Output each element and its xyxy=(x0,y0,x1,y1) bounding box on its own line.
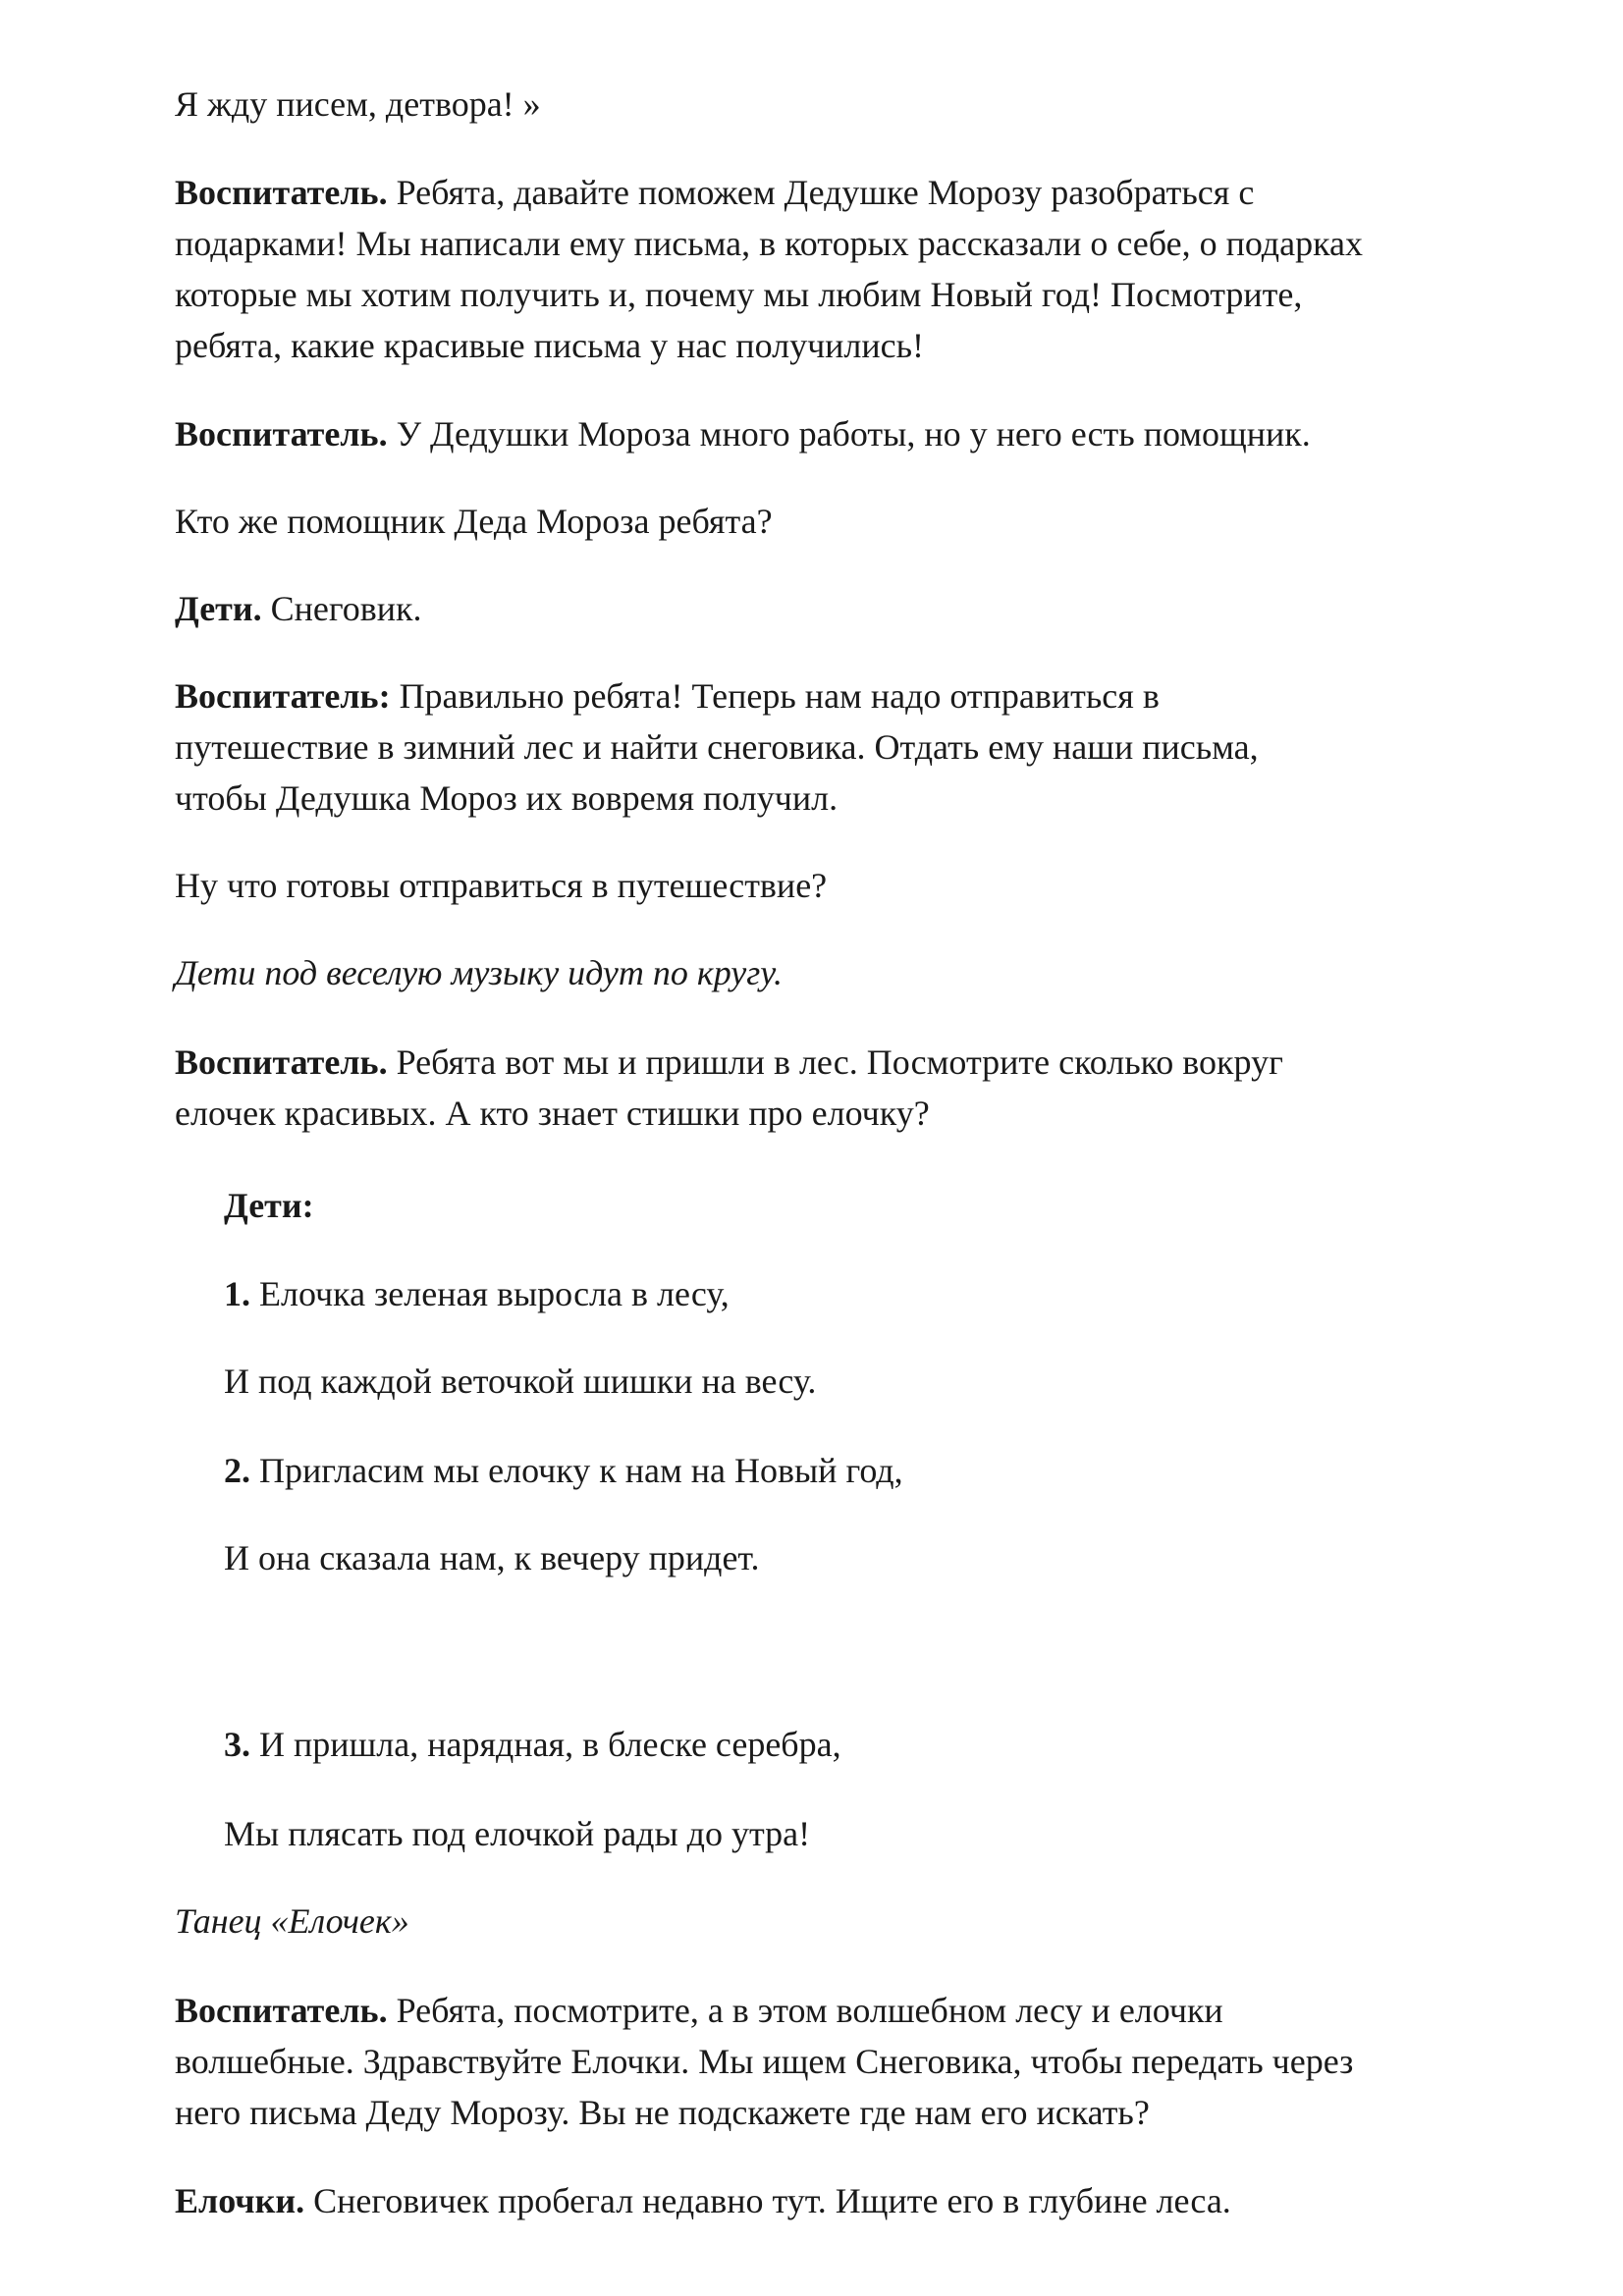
text: Танец «Елочек» xyxy=(175,1901,409,1941)
text: Дети: xyxy=(224,1186,314,1225)
text: Ребята, посмотрите, а в этом волшебном лесу и елочки xyxy=(396,1991,1223,2030)
speaker-label: Воспитатель. xyxy=(175,1042,388,1082)
text: Ребята, давайте поможем Дедушке Морозу разобраться с xyxy=(396,173,1255,212)
poem-line-1a xyxy=(224,1268,1598,1319)
paragraph-educator-1 xyxy=(175,167,1549,371)
text: елочек красивых. А кто знает стишки про елочку? xyxy=(175,1094,930,1133)
text: Пригласим мы елочку к нам на Новый год, xyxy=(259,1451,903,1490)
text: Елочка зеленая выросла в лесу, xyxy=(259,1274,730,1313)
text: путешествие в зимний лес и найти снеговика. Отдать ему наши письма, xyxy=(175,727,1259,767)
text: которые мы хотим получить и, почему мы любим Новый год! Посмотрите, xyxy=(175,275,1303,314)
text: Снеговик. xyxy=(261,589,422,628)
stage-direction xyxy=(175,947,1549,998)
paragraph-question xyxy=(175,496,1549,547)
poem-line-2a xyxy=(224,1445,1598,1496)
text: ребята, какие красивые письма у нас получились! xyxy=(175,326,925,365)
text: И под каждой веточкой шишки на весу. xyxy=(224,1362,817,1401)
poem-number: 1. xyxy=(224,1274,250,1313)
speaker-label: Дети. xyxy=(175,589,262,628)
speaker-label: Воспитатель. xyxy=(175,173,388,212)
text: Я жду писем, детвора! » xyxy=(175,84,541,124)
poem-number: 3. xyxy=(224,1725,250,1764)
poem-line-3a xyxy=(224,1719,1598,1770)
text: Дети под веселую музыку идут по кругу. xyxy=(175,953,783,992)
speaker-label: Воспитатель: xyxy=(175,676,391,716)
text: Правильно ребята! Теперь нам надо отправиться в xyxy=(399,676,1160,716)
speaker-label: Елочки. xyxy=(175,2181,305,2220)
text: У Дедушки Мороза много работы, но у него есть помощник. xyxy=(396,414,1311,454)
line-intro-end xyxy=(175,79,1549,130)
poem-line-2b xyxy=(224,1532,1598,1583)
text: Мы плясать под елочкой рады до утра! xyxy=(224,1814,811,1853)
dance-direction xyxy=(175,1896,1549,1947)
paragraph-trees-answer xyxy=(175,2175,1549,2226)
speaker-label: Воспитатель. xyxy=(175,414,388,454)
poem-number: 2. xyxy=(224,1451,250,1490)
paragraph-educator-3 xyxy=(175,670,1549,824)
speaker-label: Воспитатель. xyxy=(175,1991,388,2030)
text: Кто же помощник Деда Мороза ребята? xyxy=(175,502,773,541)
poem-line-3b xyxy=(224,1808,1598,1859)
text: волшебные. Здравствуйте Елочки. Мы ищем Снеговика, чтобы передать через xyxy=(175,2042,1354,2081)
text: Снеговичек пробегал недавно тут. Ищите его в глубине леса. xyxy=(313,2181,1231,2220)
text: И она сказала нам, к вечеру придет. xyxy=(224,1538,760,1577)
paragraph-educator-5 xyxy=(175,1985,1549,2138)
paragraph-educator-2 xyxy=(175,408,1549,459)
text: Ну что готовы отправиться в путешествие? xyxy=(175,866,828,905)
text: чтобы Дедушка Мороз их вовремя получил. xyxy=(175,778,839,818)
text: И пришла, нарядная, в блеске серебра, xyxy=(259,1725,841,1764)
text: подарками! Мы написали ему письма, в которых рассказали о себе, о подарках xyxy=(175,224,1364,263)
paragraph-children-answer xyxy=(175,583,1549,634)
text: Ребята вот мы и пришли в лес. Посмотрите сколько вокруг xyxy=(396,1042,1283,1082)
paragraph-ready xyxy=(175,860,1549,911)
children-label xyxy=(224,1180,1598,1231)
paragraph-educator-4 xyxy=(175,1037,1549,1139)
poem-line-1b xyxy=(224,1356,1598,1407)
text: него письма Деду Морозу. Вы не подскажете где нам его искать? xyxy=(175,2093,1150,2132)
